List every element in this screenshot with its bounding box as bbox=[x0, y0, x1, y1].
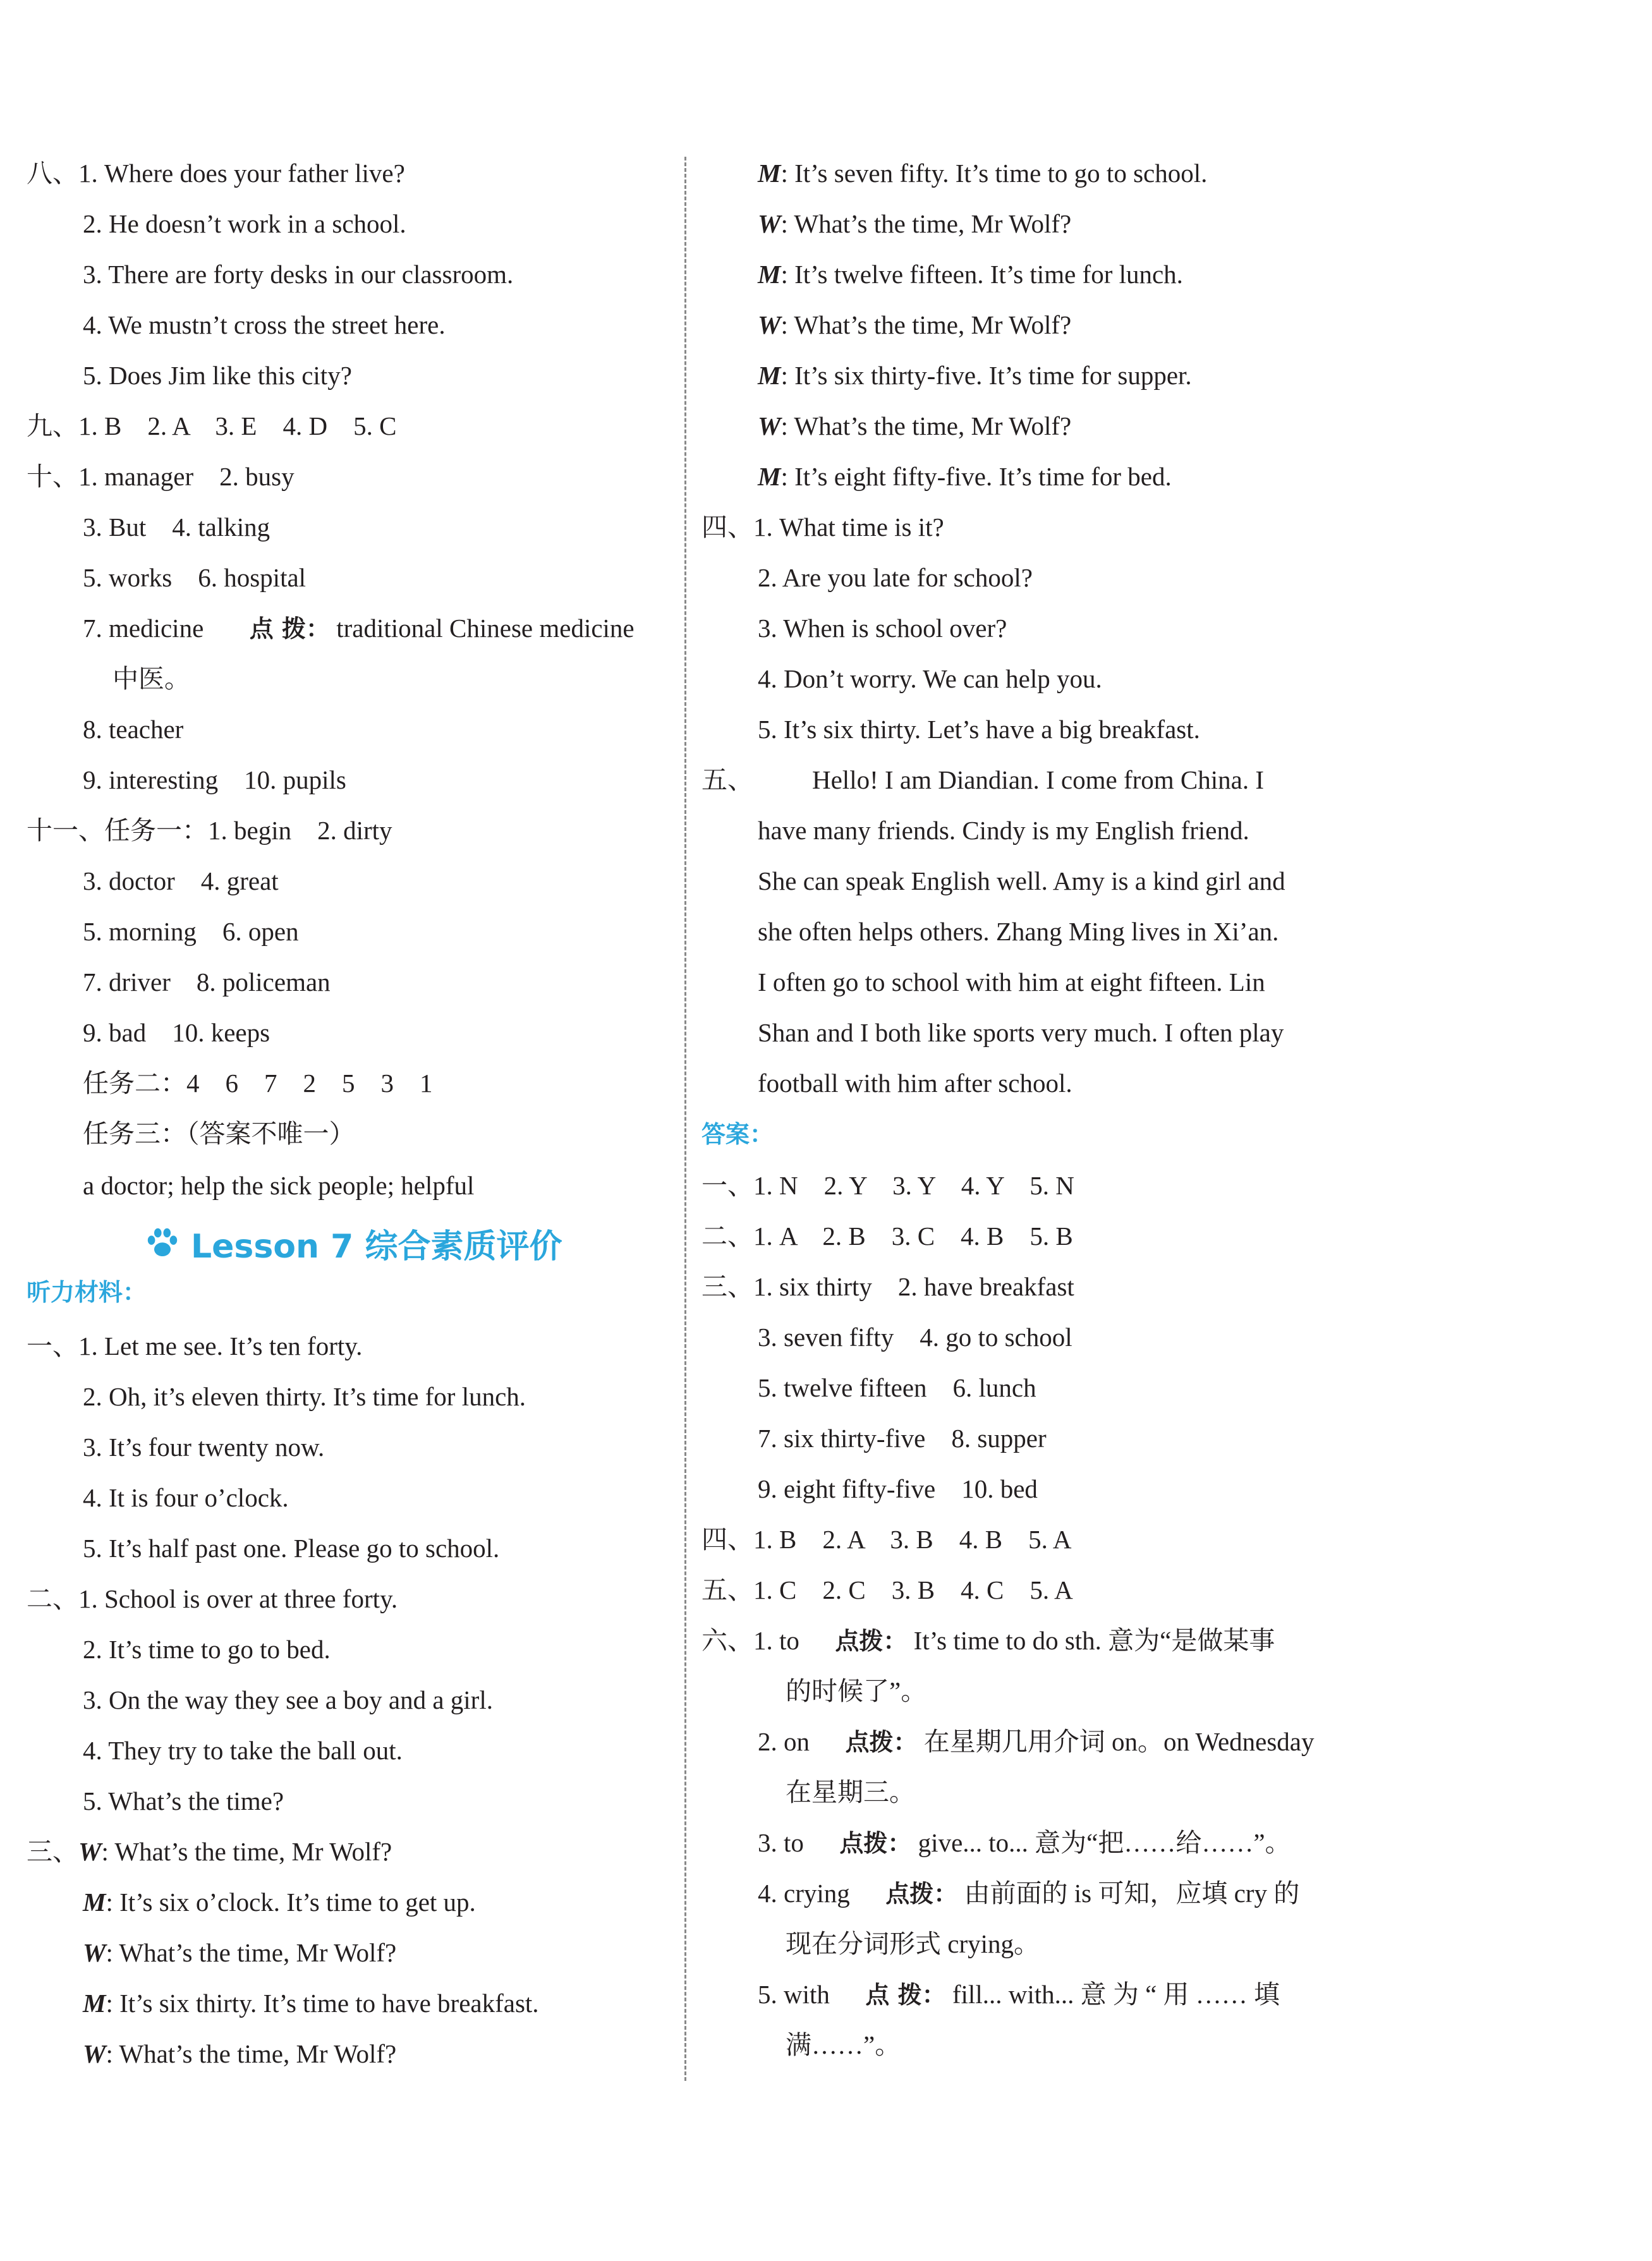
listening-line: 3. When is school over? bbox=[758, 614, 1007, 643]
speaker: W bbox=[83, 1938, 106, 1967]
answer-line-with-hint bbox=[758, 1881, 1299, 1906]
dialog-text: : It’s six o’clock. It’s time to get up. bbox=[106, 1888, 476, 1917]
dialog-text: : It’s twelve fifteen. It’s time for lunch. bbox=[780, 260, 1183, 289]
answer-line: 十、1. manager 2. busy bbox=[27, 462, 295, 491]
answer-text: 7. medicine bbox=[83, 614, 204, 643]
answer-text: 六、1. to bbox=[701, 1626, 799, 1655]
hint-text: fill... with... 意 为 “ 用 …… 填 bbox=[952, 1980, 1280, 2009]
dialog-line bbox=[83, 2041, 396, 2067]
passage-line: have many friends. Cindy is my English friend. bbox=[758, 816, 1249, 845]
answer-line: 任务三：（答案不唯一） bbox=[83, 1119, 355, 1148]
listening-line: 二、1. School is over at three forty. bbox=[27, 1584, 398, 1613]
answer-line: 8. teacher bbox=[83, 715, 184, 744]
answer-line: 7. six thirty-five 8. supper bbox=[758, 1424, 1047, 1453]
passage-line: Shan and I both like sports very much. I often play bbox=[758, 1018, 1284, 1047]
dialog-text: : What’s the time, Mr Wolf? bbox=[780, 310, 1072, 339]
answer-line-with-hint bbox=[758, 1982, 1280, 2008]
answers-label: 答案： bbox=[701, 1120, 774, 1148]
answer-text: 5. with bbox=[758, 1980, 830, 2009]
answer-line: a doctor; help the sick people; helpful bbox=[83, 1171, 475, 1200]
answer-line: 五、1. C 2. C 3. B 4. C 5. A bbox=[701, 1575, 1073, 1604]
passage-line: I often go to school with him at eight fifteen. Lin bbox=[758, 967, 1265, 997]
dialog-line bbox=[27, 1839, 392, 1865]
answer-line: 4. We mustn’t cross the street here. bbox=[83, 310, 446, 339]
answer-text: 4. crying bbox=[758, 1879, 850, 1908]
lesson-title-text: Lesson 7 综合素质评价 bbox=[191, 1227, 562, 1266]
answer-line: 一、1. N 2. Y 3. Y 4. Y 5. N bbox=[701, 1171, 1074, 1200]
dialog-line bbox=[758, 161, 1207, 186]
speaker: W bbox=[83, 2039, 106, 2068]
dialog-line bbox=[83, 1889, 476, 1915]
listening-line: 5. It’s six thirty. Let’s have a big breakfast. bbox=[758, 715, 1200, 744]
answer-line: 5. Does Jim like this city? bbox=[83, 361, 352, 390]
listening-line: 3. It’s four twenty now. bbox=[83, 1433, 325, 1462]
listening-line: 4. They try to take the ball out. bbox=[83, 1736, 403, 1765]
speaker: M bbox=[83, 1888, 106, 1917]
section-number: 五、 bbox=[701, 765, 753, 794]
speaker: M bbox=[758, 462, 781, 491]
dialog-text: : What’s the time, Mr Wolf? bbox=[780, 209, 1072, 238]
answer-line: 十一、任务一：1. begin 2. dirty bbox=[27, 816, 392, 845]
listening-line: 2. Oh, it’s eleven thirty. It’s time for lunch. bbox=[83, 1382, 526, 1411]
passage-line: she often helps others. Zhang Ming lives in Xi’an. bbox=[758, 917, 1279, 946]
dialog-text: : What’s the time, Mr Wolf? bbox=[101, 1837, 392, 1866]
dialog-text: : It’s seven fifty. It’s time to go to school. bbox=[780, 159, 1208, 188]
speaker: M bbox=[758, 260, 781, 289]
hint-label: 点拨： bbox=[845, 1728, 918, 1756]
speaker: W bbox=[78, 1837, 102, 1866]
answer-line: 3. There are forty desks in our classroom. bbox=[83, 260, 514, 289]
answer-line: 5. twelve fifteen 6. lunch bbox=[758, 1373, 1036, 1402]
answer-text: 3. to bbox=[758, 1828, 804, 1857]
listening-line: 4. Don’t worry. We can help you. bbox=[758, 664, 1102, 693]
answer-line: 二、1. A 2. B 3. C 4. B 5. B bbox=[701, 1221, 1073, 1251]
listening-line: 一、1. Let me see. It’s ten forty. bbox=[27, 1331, 363, 1361]
answer-line: 九、1. B 2. A 3. E 4. D 5. C bbox=[27, 411, 397, 440]
listening-line: 3. On the way they see a boy and a girl. bbox=[83, 1685, 493, 1714]
dialog-line bbox=[758, 312, 1071, 338]
lesson-title bbox=[144, 1221, 562, 1265]
section-number: 三、 bbox=[27, 1837, 78, 1866]
answer-line: 7. driver 8. policeman bbox=[83, 967, 331, 997]
answer-line: 3. seven fifty 4. go to school bbox=[758, 1323, 1072, 1352]
answer-line: 9. eight fifty-five 10. bed bbox=[758, 1474, 1038, 1503]
dialog-line bbox=[83, 1991, 539, 2016]
dialog-text: : What’s the time, Mr Wolf? bbox=[780, 411, 1072, 440]
listening-line: 5. What’s the time? bbox=[83, 1786, 284, 1815]
hint-text: 由前面的 is 可知，应填 cry 的 bbox=[964, 1879, 1300, 1908]
dialog-text: : It’s eight fifty-five. It’s time for bed. bbox=[780, 462, 1172, 491]
hint-continuation: 中医。 bbox=[112, 664, 190, 693]
listening-label: 听力材料： bbox=[27, 1278, 147, 1306]
dialog-line bbox=[758, 413, 1071, 439]
passage-line: She can speak English well. Amy is a kind girl and bbox=[758, 866, 1285, 895]
column-divider bbox=[684, 157, 686, 2081]
answer-text: 2. on bbox=[758, 1727, 810, 1756]
hint-label: 点 拨： bbox=[249, 615, 331, 643]
answer-line-with-hint bbox=[758, 1830, 1291, 1856]
hint-label: 点拨： bbox=[839, 1829, 912, 1857]
paw-icon bbox=[144, 1225, 181, 1261]
hint-text: traditional Chinese medicine bbox=[336, 614, 635, 643]
answer-line: 9. bad 10. keeps bbox=[83, 1018, 270, 1047]
answer-line-with-hint bbox=[701, 1628, 1275, 1654]
answer-line: 3. doctor 4. great bbox=[83, 866, 279, 895]
hint-continuation: 在星期三。 bbox=[786, 1778, 915, 1807]
hint-text: It’s time to do sth. 意为“是做某事 bbox=[913, 1626, 1275, 1655]
answer-line: 任务二：4 6 7 2 5 3 1 bbox=[83, 1069, 433, 1098]
dialog-text: : What’s the time, Mr Wolf? bbox=[106, 1938, 397, 1967]
dialog-line bbox=[758, 363, 1192, 389]
hint-text: 在星期几用介词 on。on Wednesday bbox=[923, 1727, 1315, 1756]
answer-line: 5. morning 6. open bbox=[83, 917, 299, 946]
answer-line: 八、1. Where does your father live? bbox=[27, 159, 405, 188]
listening-line: 四、1. What time is it? bbox=[701, 512, 944, 542]
hint-continuation: 的时候了”。 bbox=[786, 1676, 927, 1706]
speaker: W bbox=[758, 209, 781, 238]
hint-label: 点拨： bbox=[835, 1627, 908, 1655]
answer-line: 2. He doesn’t work in a school. bbox=[83, 209, 406, 238]
listening-line: 2. Are you late for school? bbox=[758, 563, 1033, 592]
dialog-text: : It’s six thirty. It’s time to have breakfast. bbox=[106, 1989, 539, 2018]
hint-text: give... to... 意为“把……给……”。 bbox=[918, 1828, 1291, 1857]
dialog-text: : It’s six thirty-five. It’s time for supper. bbox=[780, 361, 1192, 390]
dialog-line bbox=[758, 211, 1071, 237]
answer-line: 四、1. B 2. A 3. B 4. B 5. A bbox=[701, 1525, 1072, 1554]
answer-line: 3. But 4. talking bbox=[83, 512, 270, 542]
speaker: W bbox=[758, 411, 781, 440]
passage-line: football with him after school. bbox=[758, 1069, 1072, 1098]
dialog-line bbox=[758, 262, 1183, 288]
passage-line: Hello! I am Diandian. I come from China. I bbox=[812, 765, 1264, 794]
hint-continuation: 满……”。 bbox=[786, 2030, 901, 2059]
answer-line: 5. works 6. hospital bbox=[83, 563, 307, 592]
speaker: M bbox=[758, 159, 781, 188]
answer-line-with-hint bbox=[758, 1729, 1315, 1755]
listening-line: 2. It’s time to go to bed. bbox=[83, 1635, 331, 1664]
dialog-line bbox=[758, 464, 1172, 490]
hint-label: 点 拨： bbox=[865, 1981, 946, 2009]
answer-line: 9. interesting 10. pupils bbox=[83, 765, 346, 794]
speaker: M bbox=[83, 1989, 106, 2018]
hint-label: 点拨： bbox=[885, 1880, 958, 1908]
listening-line: 5. It’s half past one. Please go to school. bbox=[83, 1534, 500, 1563]
speaker: M bbox=[758, 361, 781, 390]
listening-line: 4. It is four o’clock. bbox=[83, 1483, 289, 1512]
answer-line: 三、1. six thirty 2. have breakfast bbox=[701, 1272, 1074, 1301]
speaker: W bbox=[758, 310, 781, 339]
answer-line-with-hint bbox=[83, 615, 635, 641]
hint-continuation: 现在分词形式 crying。 bbox=[786, 1929, 1040, 1958]
dialog-line bbox=[83, 1940, 396, 1966]
dialog-text: : What’s the time, Mr Wolf? bbox=[106, 2039, 397, 2068]
